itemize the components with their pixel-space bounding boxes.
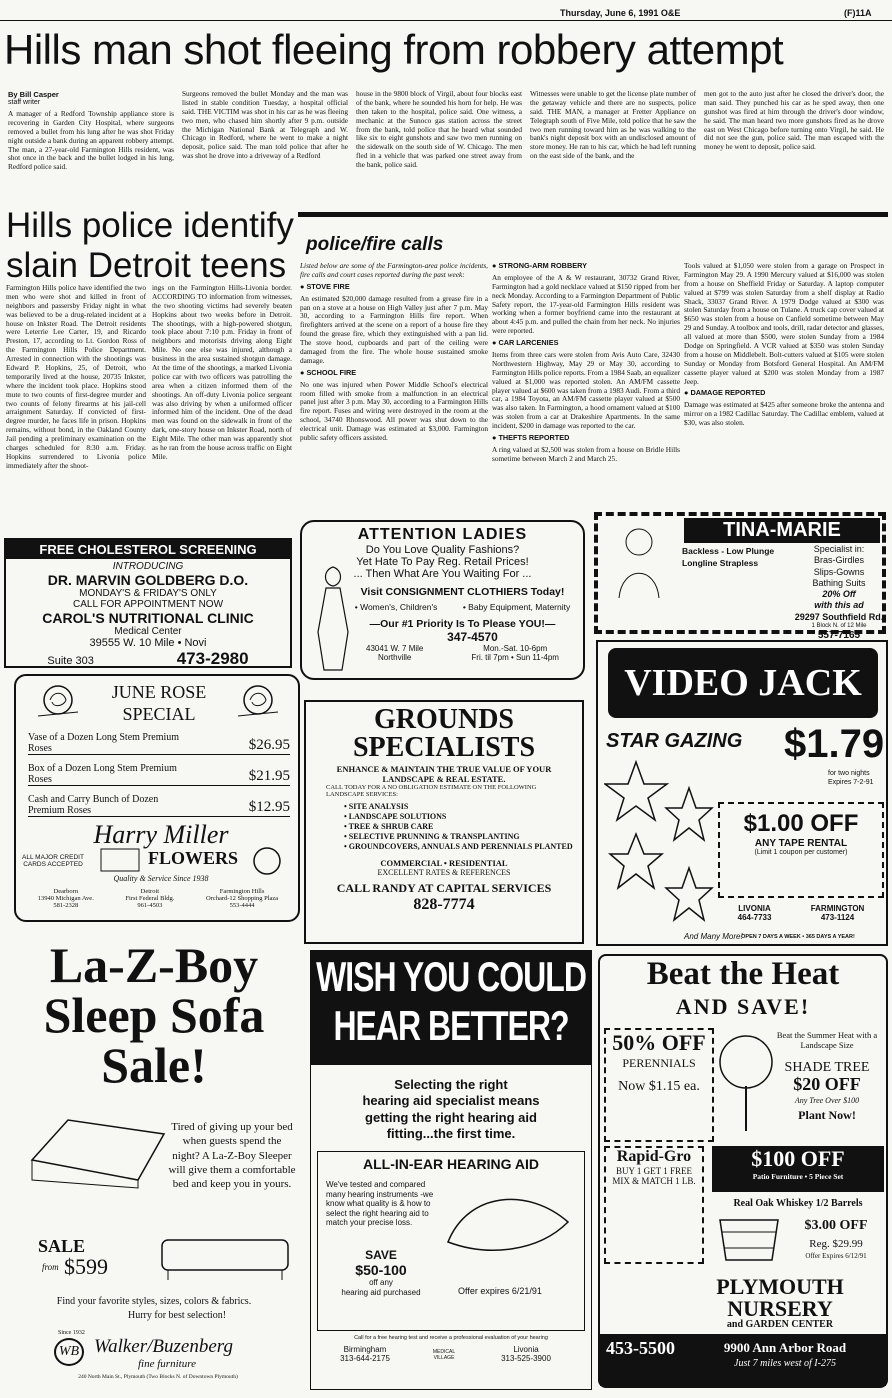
heat-t1: Beat the Heat: [646, 956, 840, 992]
video-coupon: [718, 802, 884, 898]
rose-title1: JUNE ROSE: [111, 682, 207, 702]
heat-o100: $100 OFF: [751, 1146, 845, 1171]
ladies-l2: Yet Hate To Pay Reg. Retail Prices!: [356, 556, 529, 568]
heat-mix: MIX & MATCH 1 LB.: [612, 1176, 696, 1186]
police-title: police/fire calls: [306, 234, 444, 255]
heat-nur1: PLYMOUTH: [716, 1274, 844, 1299]
heat-addr2: Just 7 miles west of I-275: [734, 1358, 836, 1369]
sleeper-bed-icon: [28, 1100, 168, 1190]
ladies-visit: Visit CONSIGNMENT CLOTHIERS Today!: [360, 586, 565, 598]
heat-nursery: [680, 1276, 880, 1330]
cholesterol-center: Medical Center: [114, 626, 182, 637]
story1-text5: men got to the auto just after he closed the driver's door, the man said. They punched his car as he sped away, then one gunshot was fired at him through the driver's door window, he said. The man heard two more gunshots fired as he drove east on West Chicago before turning onto Virgil, he said. He did not see the gun, police said. The man escaped with the money he went to deposit, police said.: [704, 89, 884, 152]
police-head-3: ● CAR LARCENIES: [492, 338, 559, 348]
hearing-sel1: Selecting the right: [394, 1077, 508, 1092]
tina-l2: Longline Strapless: [682, 558, 759, 568]
heat-rg: Rapid-Gro: [616, 1148, 692, 1165]
rose-loc3: Farmington Hills: [219, 888, 265, 895]
police-text-4: A ring valued at $2,500 was stolen from a house on Bridle Hills sometime between March 2 and March 25.: [492, 444, 680, 463]
heat-now: Now $1.15 ea.: [618, 1079, 700, 1094]
heat-footer: [600, 1334, 886, 1386]
heat-p50: 50% OFF: [612, 1030, 706, 1055]
rose-flowers: FLOWERS: [148, 848, 239, 868]
heat-addr: 9900 Ann Arbor Road: [723, 1340, 847, 1355]
lazboy-brand: Walker/Buzenberg: [94, 1336, 233, 1357]
police-head-6: ● DAMAGE REPORTED: [684, 388, 766, 398]
tina-r2: Bras-Girdles: [813, 555, 864, 566]
hearing-tested: We've tested and compared many hearing instruments -we know what quality is & how to select the right hearing aid to match your precise loss.: [326, 1180, 434, 1228]
woman-figure-icon: [308, 562, 358, 672]
heat-shade: SHADE TREE: [784, 1060, 870, 1075]
grounds-t2: SPECIALISTS: [352, 732, 536, 763]
heat-perennials-coupon: [604, 1028, 714, 1142]
mercury-logo-icon: [252, 846, 282, 876]
police-text-6: Damage was estimated at $425 after someone broke the antenna and mirror on a 1982 Cadillac Saturday. The Cadillac emblem, valued at $30, was also stolen.: [684, 400, 884, 428]
header-rule: [0, 20, 892, 21]
hearing-sel4: fitting...the first time.: [386, 1125, 516, 1141]
hearing-purchased: hearing aid purchased: [341, 1288, 421, 1297]
rose-loc1c: 581-2328: [53, 902, 79, 909]
police-col2: [492, 262, 680, 512]
rose-item-0: Vase of a Dozen Long Stem Premium Roses: [28, 732, 180, 754]
rose-price-1: $21.95: [248, 768, 290, 784]
police-text-1: No one was injured when Power Middle School's electrical room filled with smoke from a malfunction in an electrical panel just after 3 p.m. May 30, according to a Farmington Hills fire report. Fuses and wiring were destroyed in the room at the school, 34740 Rhonswood. All power was shut down to the electrical unit. Damage was estimated at $3,000. Farmington public safety officers assisted.: [300, 379, 488, 443]
grounds-refs: EXCELLENT RATES & REFERENCES: [377, 868, 511, 877]
hearing-amount: $50-100: [355, 1262, 407, 1278]
lazboy-styles: Find your favorite styles, sizes, colors & fabrics.: [56, 1296, 252, 1307]
video-livonia-phone: 464-7733: [737, 913, 772, 922]
rose-price-list: [28, 732, 290, 817]
heat-patio-coupon: [712, 1146, 884, 1192]
video-open: OPEN 7 DAYS A WEEK • 365 DAYS A YEAR!: [741, 934, 855, 940]
heat-nur3: and GARDEN CENTER: [726, 1319, 834, 1330]
ladies-hours2: Fri. til 7pm • Sun 11-4pm: [471, 653, 559, 662]
heat-reg: Reg. $29.99: [809, 1238, 863, 1250]
ladies-addr1: 43041 W. 7 Mile: [366, 644, 424, 653]
grounds-t1: GROUNDS: [373, 704, 514, 735]
story1-col1: [8, 90, 174, 172]
rose-price-2: $12.95: [248, 799, 290, 815]
hearing-sel3: getting the right hearing aid: [365, 1109, 537, 1125]
rose-cards: ALL MAJOR CREDIT CARDS ACCEPTED: [22, 854, 84, 868]
rose-quality: Quality & Service Since 1938: [113, 874, 209, 883]
tina-r4: Bathing Suits: [812, 577, 866, 588]
lazboy-t3: Sale!: [101, 1037, 207, 1093]
police-col1: [300, 262, 488, 512]
lazboy-t1: La-Z-Boy: [49, 937, 259, 993]
hearing-sel2: hearing aid specialist means: [362, 1093, 540, 1109]
police-rule: [298, 212, 888, 217]
hearing-medical-village: MEDICAL VILLAGE: [432, 1349, 456, 1361]
cholesterol-introducing: INTRODUCING: [112, 561, 184, 572]
grounds-sub: ENHANCE & MAINTAIN THE TRUE VALUE OF YOUR LANDSCAPE & REAL ESTATE.: [336, 764, 552, 784]
heat-nur2: NURSERY: [727, 1296, 833, 1321]
sofa-icon: [158, 1226, 294, 1286]
hearing-birmingham: Birmingham 313-644-2175: [340, 1345, 390, 1363]
cholesterol-address: 39555 W. 10 Mile • Novi: [89, 637, 207, 649]
ad-beat-heat: [598, 954, 888, 1388]
heat-t20: $20 OFF: [793, 1074, 861, 1094]
rose-loc1: Dearborn: [53, 888, 79, 895]
ladies-priority: —Our #1 Priority Is To Please YOU!—: [369, 618, 556, 630]
lazboy-hurry: Hurry for best selection!: [128, 1310, 227, 1321]
heat-per: PERENNIALS: [622, 1056, 696, 1070]
video-brand: VIDEO JACK: [608, 648, 878, 718]
story1-text1: A manager of a Redford Township appliance store is recovering in Garden City Hospital, where surgeons removed a bullet from his lung after he was shot Friday night outside a bank during an apparent robbery attempt. The man, a 27-year-old Farmington Hills resident, was shot once in the back and the bullet lodged in his lung, Redford police said.: [8, 109, 174, 172]
cholesterol-banner: FREE CHOLESTEROL SCREENING: [6, 540, 290, 559]
lazboy-fine: fine furniture: [138, 1358, 196, 1370]
tina-near: 1 Block N. of 12 Mile: [811, 622, 867, 629]
lazboy-t2: Sleep Sofa: [43, 987, 265, 1043]
lazboy-since: Since 1932: [58, 1330, 85, 1336]
tina-r3: Slips-Gowns: [813, 566, 865, 577]
police-intro: Listed below are some of the Farmington-area police incidents, fire calls and court cases reported during the past week:: [300, 262, 488, 279]
ladies-title: ATTENTION LADIES: [357, 526, 528, 543]
hearing-aid-icon: [438, 1182, 578, 1262]
grounds-service-0: • SITE ANALYSIS: [344, 802, 409, 811]
lazboy-from: from: [42, 1262, 59, 1272]
ad-cholesterol: [4, 538, 292, 668]
lazboy-addr: 240 North Main St., Plymouth (Two Blocks N. of Downtown Plymouth): [78, 1374, 238, 1380]
story1-text2: Surgeons removed the bullet Monday and the man was listed in stable condition Tuesday, a hospital official said. THE VICTIM was shot in his car as he was fleeing two men, who chased him shortly after 9 p.m. outside the Michigan National Bank at Telegraph and W. Chicago in Redford, where he went to make a night deposit, police said. The man told police that after he was shot he drove into a driveway of a Redford: [182, 89, 348, 161]
lazboy-copy: Tired of giving up your bed when guests spend the night? A La-Z-Boy Sleeper will give them a comfortable bed and keep you in yours.: [168, 1121, 296, 1191]
grounds-randy: CALL RANDY AT CAPITAL SERVICES: [336, 881, 552, 895]
story1-text4: Witnesses were unable to get the license plate number of the getaway vehicle and there are no suspects, police said. THE MAN, a manager at Fretter Appliance on Telegraph south of Five Mile, told police that he saw the two men running toward him as he was walking to the bank's night deposit box with an undisclosed amount of store money. He ran to his car, which he had left running on the east side of the bank, and the: [530, 89, 696, 161]
ladies-phone: 347-4570: [447, 630, 498, 644]
grounds-services: [306, 802, 582, 852]
hearing-offany: off any: [369, 1278, 393, 1287]
cholesterol-doctor: DR. MARVIN GOLDBERG D.O.: [47, 572, 249, 588]
ad-ladies: [300, 520, 585, 680]
video-exp: Expires 7-2-91: [828, 779, 874, 786]
video-farmington: FARMINGTON: [810, 904, 865, 913]
heat-exp: Offer Expires 6/12/91: [805, 1252, 867, 1260]
video-livonia: LIVONIA: [738, 904, 771, 913]
video-for: for two nights: [828, 770, 870, 777]
ad-tina-marie: [594, 512, 886, 642]
video-limit: (Limit 1 coupon per customer): [754, 849, 848, 856]
cholesterol-clinic: CAROL'S NUTRITIONAL CLINIC: [42, 610, 254, 626]
ladies-l3: ... Then What Are You Waiting For ...: [353, 568, 532, 580]
rose-item-1: Box of a Dozen Long Stem Premium Roses: [28, 763, 177, 785]
grounds-service-3: • SELECTIVE PRUNNING & TRANSPLANTING: [344, 832, 520, 841]
hearing-save: SAVE: [365, 1248, 397, 1262]
police-text-3: Items from three cars were stolen from Avis Auto Care, 32430 Northwestern Highway, May 29 or May 30, according to Farmington Hills police reports. From a 1984 Saab, an equalizer valued at $1,000 was reported stolen. An AM/FM cassette player valued at $600 was taken from a 1983 Audi. From a third car, a 1984 Toyota, an AM/FM cassette player valued at $500 was also taken. In Farmington, a hood ornament valued at $100 was stolen from a car at Drakeshire Apartments. In the same incident, $200 in damage was reported to the car.: [492, 350, 680, 431]
hearing-expires: Offer expires 6/21/91: [458, 1286, 542, 1296]
heat-over: Any Tree Over $100: [794, 1096, 860, 1105]
rose-brand: Harry Miller: [93, 820, 229, 849]
ftd-logo-icon: [100, 848, 140, 872]
police-head-1: ● SCHOOL FIRE: [300, 367, 357, 377]
byline: By Bill Casper: [8, 90, 59, 99]
police-col3: [684, 262, 884, 512]
tina-with: with this ad: [814, 600, 864, 611]
lazboy-price: $599: [64, 1254, 108, 1279]
story2-text2: ings on the Farmington Hills-Livonia border. ACCORDING TO information from witnesses, the two shooting victims had severely beaten Hopkins about two weeks before in Detroit. The shootings, with a high-powered shotgun, took place about 7:10 p.m. Friday in front of neighbors and motorists driving along Eight Mile. No one else was injured, although a business in the area sustained shotgun damage. At the time of the shootings, a marked Livonia police car with two officers was patrolling the area when a citizen informed them of the shootings. An off-duty Livonia police sergeant was also driving by when a uniformed officer informed him of the incident. One of the dead men was found on the sidewalk in front of the dark, one-story house on Inkster Road, north of Eight Mile. The other man was apparently shot as he ran from the house across traffic on Eight Mile.: [152, 284, 292, 461]
tina-l1: Backless - Low Plunge: [682, 546, 775, 556]
ad-lazboy: [8, 937, 300, 1386]
police-text-5: Tools valued at $1,050 were stolen from a garage on Prospect in Farmington May 29. A 1990 Mercury valued at $16,000 was stolen from a house on Sheffield Friday or Saturday. A laptop computer valued at $799 was stolen Saturday from a shelf display at Radio Shack, 33037 Grand River. A 1979 Dodge valued at $300 was stolen Saturday from a house on Tulane. A truck cap cover valued at $650 was stolen from a house on Canfield sometime between May 29 and Sunday. A toolbox and tools, drill, radar detector and glasses, all valued at more than $500, were stolen Sunday from a 1984 Dodge on Springfield. A VCR valued at $350 was stolen Sunday from a house on Middlebelt. Bolt-cutters valued at $105 were stolen Sunday or Monday from Botsford General Hospital. An AM/FM cassette player valued at $200 was stolen Monday from a 1987 Jeep.: [684, 262, 884, 386]
rose-loc3c: 553-4444: [229, 902, 255, 909]
heat-plant: Plant Now!: [798, 1108, 856, 1122]
ladies-c2: • Baby Equipment, Maternity: [462, 602, 571, 612]
story2-headline: Hills police identify slain Detroit teens: [6, 206, 294, 286]
ad-video-jack: [596, 640, 888, 946]
video-rental: ANY TAPE RENTAL: [754, 838, 848, 849]
rose-item-2: Cash and Carry Bunch of Dozen Premium Roses: [28, 794, 159, 816]
ad-june-rose: [14, 674, 300, 922]
heat-rapid-gro-coupon: [604, 1146, 704, 1264]
grounds-service-4: • GROUNDCOVERS, ANNUALS AND PERENNIALS PLANTED: [344, 842, 573, 851]
hearing-livonia: Livonia 313-525-3900: [501, 1345, 551, 1363]
video-price: $1.79: [784, 722, 885, 766]
video-star: STAR GAZING: [606, 730, 743, 752]
tina-r1: Specialist in:: [813, 544, 865, 554]
lazboy-sale: SALE: [38, 1236, 86, 1256]
barrel-icon: [714, 1214, 784, 1264]
hearing-banner: [311, 951, 591, 1065]
ladies-l1: Do You Love Quality Fashions?: [365, 544, 520, 556]
grounds-phone: 828-7774: [413, 896, 475, 913]
heat-t2: AND SAVE!: [675, 994, 811, 1019]
police-head-4: ● THEFTS REPORTED: [492, 433, 570, 443]
police-text-2: An employee of the A & W restaurant, 30732 Grand River, Farmington had a gold necklace valued at $150 ripped from her neck Monday. According to a Farmington Department of Public Safety report, the 17-year-old Farmington Hills resident was working when a former boyfriend came into the restaurant at about 4:45 p.m. and pulled the chain from her neck. No injuries were reported.: [492, 272, 680, 336]
rose-loc2b: First Federal Bldg.: [125, 895, 175, 902]
tina-addr: 29297 Southfield Rd.: [794, 611, 884, 622]
grounds-service-1: • LANDSCAPE SOLUTIONS: [344, 812, 447, 821]
rose-loc1b: 13940 Michigan Ave.: [37, 895, 94, 902]
rose-left-icon: [30, 682, 86, 722]
hearing-callfree: Call for a free hearing test and receive a professional evaluation of your hearing: [354, 1335, 548, 1341]
stars-icon: [604, 758, 714, 938]
grounds-comm: COMMERCIAL • RESIDENTIAL: [380, 858, 508, 868]
police-text-0: An estimated $20,000 damage resulted from a grease fire in a pan on a stove at a house on High Valley just after 7 p.m. May 30, according to a Farmington Hills fire report. When firefighters arrived at the scene on a report of a house fire they found the grease fire, which they extinguished with a pan lid. The stove hood, cupboards and part of the ceiling were damaged from the fire. The whole house sustained smoke damage.: [300, 293, 488, 365]
rose-right-icon: [230, 682, 286, 722]
ladies-hours1: Mon.-Sat. 10-6pm: [483, 644, 548, 653]
ad-hearing: [310, 950, 592, 1390]
hearing-coupon: [317, 1151, 585, 1331]
tina-off: 20% Off: [822, 589, 856, 599]
grounds-service-2: • TREE & SHRUB CARE: [344, 822, 434, 831]
ad-grounds: [304, 700, 584, 944]
rose-loc2c: 961-4503: [137, 902, 163, 909]
story2-text1: Farmington Hills police have identified the two men who were shot and killed in front of neighbors and passersby Friday night in what was believed to be a drug-related incident at a house on Inkster Road. The Detroit residents were Leterrie Lee Carter, 19, and Ricardo Preston, 17, according to Lt. Gordon Ross of the Farmington Hills Police Department. Arrested in connection with the shootings was Edward P. Hopkins, 25, of Detroit, who temporarily lived at the house, 20735 Inkster, where the incident took place. Hopkins stood mute to two counts of first-degree murder and two counts of felony firearms at his jail-cell arraignment Saturday. If convicted of first-degree murder, he faces life in prison. Hopkins remains, without bond, in the Oakland County Jail pending a preliminary examination on the charges scheduled for 8:30 a.m. Friday. Hopkins surrendered to Livonia police immediately after the shoot-: [6, 284, 146, 470]
grounds-call: CALL TODAY FOR A NO OBLIGATION ESTIMATE ON THE FOLLOWING LANDSCAPE SERVICES:: [326, 784, 537, 798]
cholesterol-suite: Suite 303: [47, 655, 94, 667]
tina-name: TINA-MARIE: [684, 518, 880, 543]
byline-role: staff writer: [8, 99, 41, 106]
video-more: And Many More!: [684, 932, 743, 941]
hearing-t2: HEAR BETTER?: [333, 1002, 569, 1050]
heat-b1g1: BUY 1 GET 1 FREE: [615, 1166, 692, 1176]
heat-summer: Beat the Summer Heat with a Landscape Size: [776, 1030, 878, 1050]
heat-oak: Real Oak Whiskey 1/2 Barrels: [733, 1198, 863, 1209]
rose-title2: SPECIAL: [122, 704, 196, 724]
heat-o3: $3.00 OFF: [804, 1218, 868, 1233]
ladies-c1: • Women's, Children's: [354, 602, 438, 612]
page-number: (F)11A: [844, 8, 872, 18]
cholesterol-phone: 473-2980: [176, 649, 249, 668]
story1-text3: house in the 9800 block of Virgil, about four blocks east of the bank, where he sounded his horn for help. He was then taken to the hospital, police said. One witness, a mechanic at the Sunoco gas station across the street from the bank, told police that he heard what sounded like six to eight gunshots and saw two men running on the sidewalk on the south side of W. Chicago. The men fled in a vehicle that was parked one street away from the bank, police said.: [356, 89, 522, 170]
model-portrait-icon: [604, 520, 674, 600]
wb-logo-icon: WB: [54, 1338, 84, 1366]
cholesterol-days: MONDAY'S & FRIDAY'S ONLY: [79, 588, 217, 599]
rose-price-0: $26.95: [248, 737, 290, 753]
rose-loc2: Detroit: [140, 888, 160, 895]
police-head-2: ● STRONG-ARM ROBBERY: [492, 262, 587, 270]
story1-headline: Hills man shot fleeing from robbery attempt: [4, 26, 784, 73]
heat-patio: Patio Furniture • 5 Piece Set: [752, 1172, 844, 1181]
rose-loc3b: Orchard-12 Shopping Plaza: [205, 895, 279, 902]
tina-phone: 557-7165: [817, 630, 861, 642]
ladies-addr2: Northville: [378, 653, 412, 662]
video-off: $1.00 OFF: [743, 810, 859, 837]
heat-phone: 453-5500: [606, 1338, 675, 1358]
video-farmington-phone: 473-1124: [820, 913, 855, 922]
hearing-aid: ALL-IN-EAR HEARING AID: [362, 1156, 540, 1172]
police-head-0: ● STOVE FIRE: [300, 281, 350, 291]
hearing-t1: WISH YOU COULD: [316, 953, 586, 1001]
tree-icon: [716, 1026, 776, 1136]
dateline: Thursday, June 6, 1991 O&E: [560, 8, 681, 18]
cholesterol-call: CALL FOR APPOINTMENT NOW: [72, 599, 224, 610]
